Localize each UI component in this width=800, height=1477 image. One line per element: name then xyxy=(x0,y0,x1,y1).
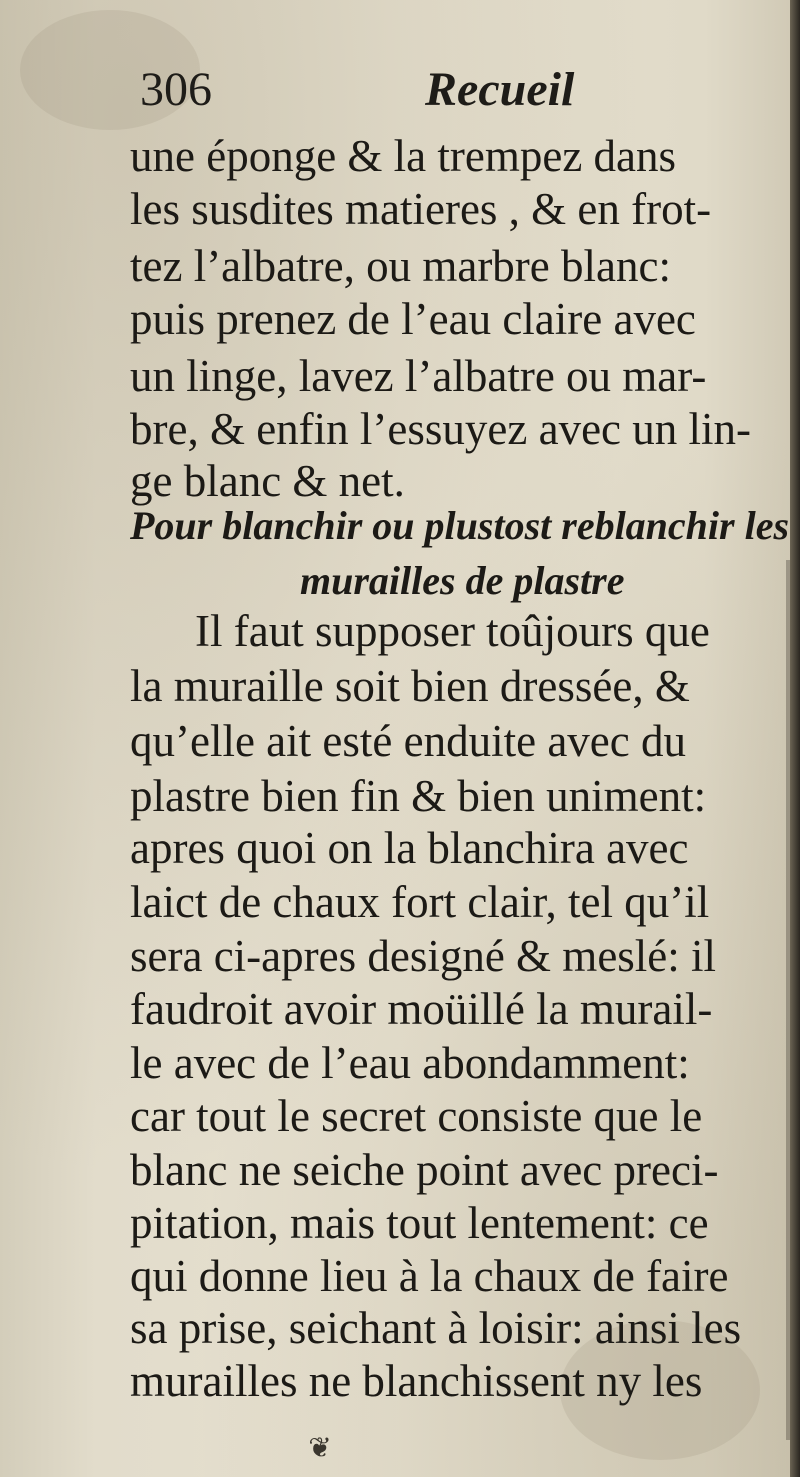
paragraph-line: murailles ne blanchissent ny les xyxy=(130,1356,703,1406)
paragraph-line: qu’elle ait esté enduite avec du xyxy=(130,716,686,766)
running-head: Recueil xyxy=(425,63,575,116)
paragraph-line: laict de chaux fort clair, tel qu’il xyxy=(130,877,710,927)
paragraph-line: car tout le secret consiste que le xyxy=(130,1091,703,1141)
paragraph-line: sera ci-apres designé & meslé: il xyxy=(130,931,717,981)
paragraph-line: faudroit avoir moüillé la murail- xyxy=(130,984,713,1034)
paragraph-line: la muraille soit bien dressée, & xyxy=(130,661,690,711)
page-edge xyxy=(790,0,800,1477)
section-heading: murailles de plastre xyxy=(300,558,625,603)
paragraph-line: qui donne lieu à la chaux de faire xyxy=(130,1251,729,1301)
paragraph-line: plastre bien fin & bien uniment: xyxy=(130,771,707,821)
paragraph-line: Il faut supposer toûjours que xyxy=(195,606,710,656)
section-heading: Pour blanchir ou plustost reblanchir les xyxy=(130,503,790,548)
text-line: ge blanc & net. xyxy=(130,456,405,506)
text-line: puis prenez de l’eau claire avec xyxy=(130,294,696,344)
text-line: un linge, lavez l’albatre ou mar- xyxy=(130,351,707,401)
text-line: les susdites matieres , & en frot- xyxy=(130,184,712,234)
paragraph-line: blanc ne seiche point avec preci- xyxy=(130,1145,719,1195)
paragraph-line: pitation, mais tout lentement: ce xyxy=(130,1198,709,1248)
page-number: 306 xyxy=(140,63,212,116)
text-line: une éponge & la trempez dans xyxy=(130,131,677,181)
paragraph-line: apres quoi on la blanchira avec xyxy=(130,823,689,873)
fleuron-icon: ❦ xyxy=(308,1431,332,1464)
text-line: tez l’albatre, ou marbre blanc: xyxy=(130,241,671,291)
paragraph-line: le avec de l’eau abondamment: xyxy=(130,1038,690,1088)
text-line: bre, & enfin l’essuyez avec un lin- xyxy=(130,404,752,454)
paragraph-line: sa prise, seichant à loisir: ainsi les xyxy=(130,1303,742,1353)
page-header xyxy=(0,60,780,120)
